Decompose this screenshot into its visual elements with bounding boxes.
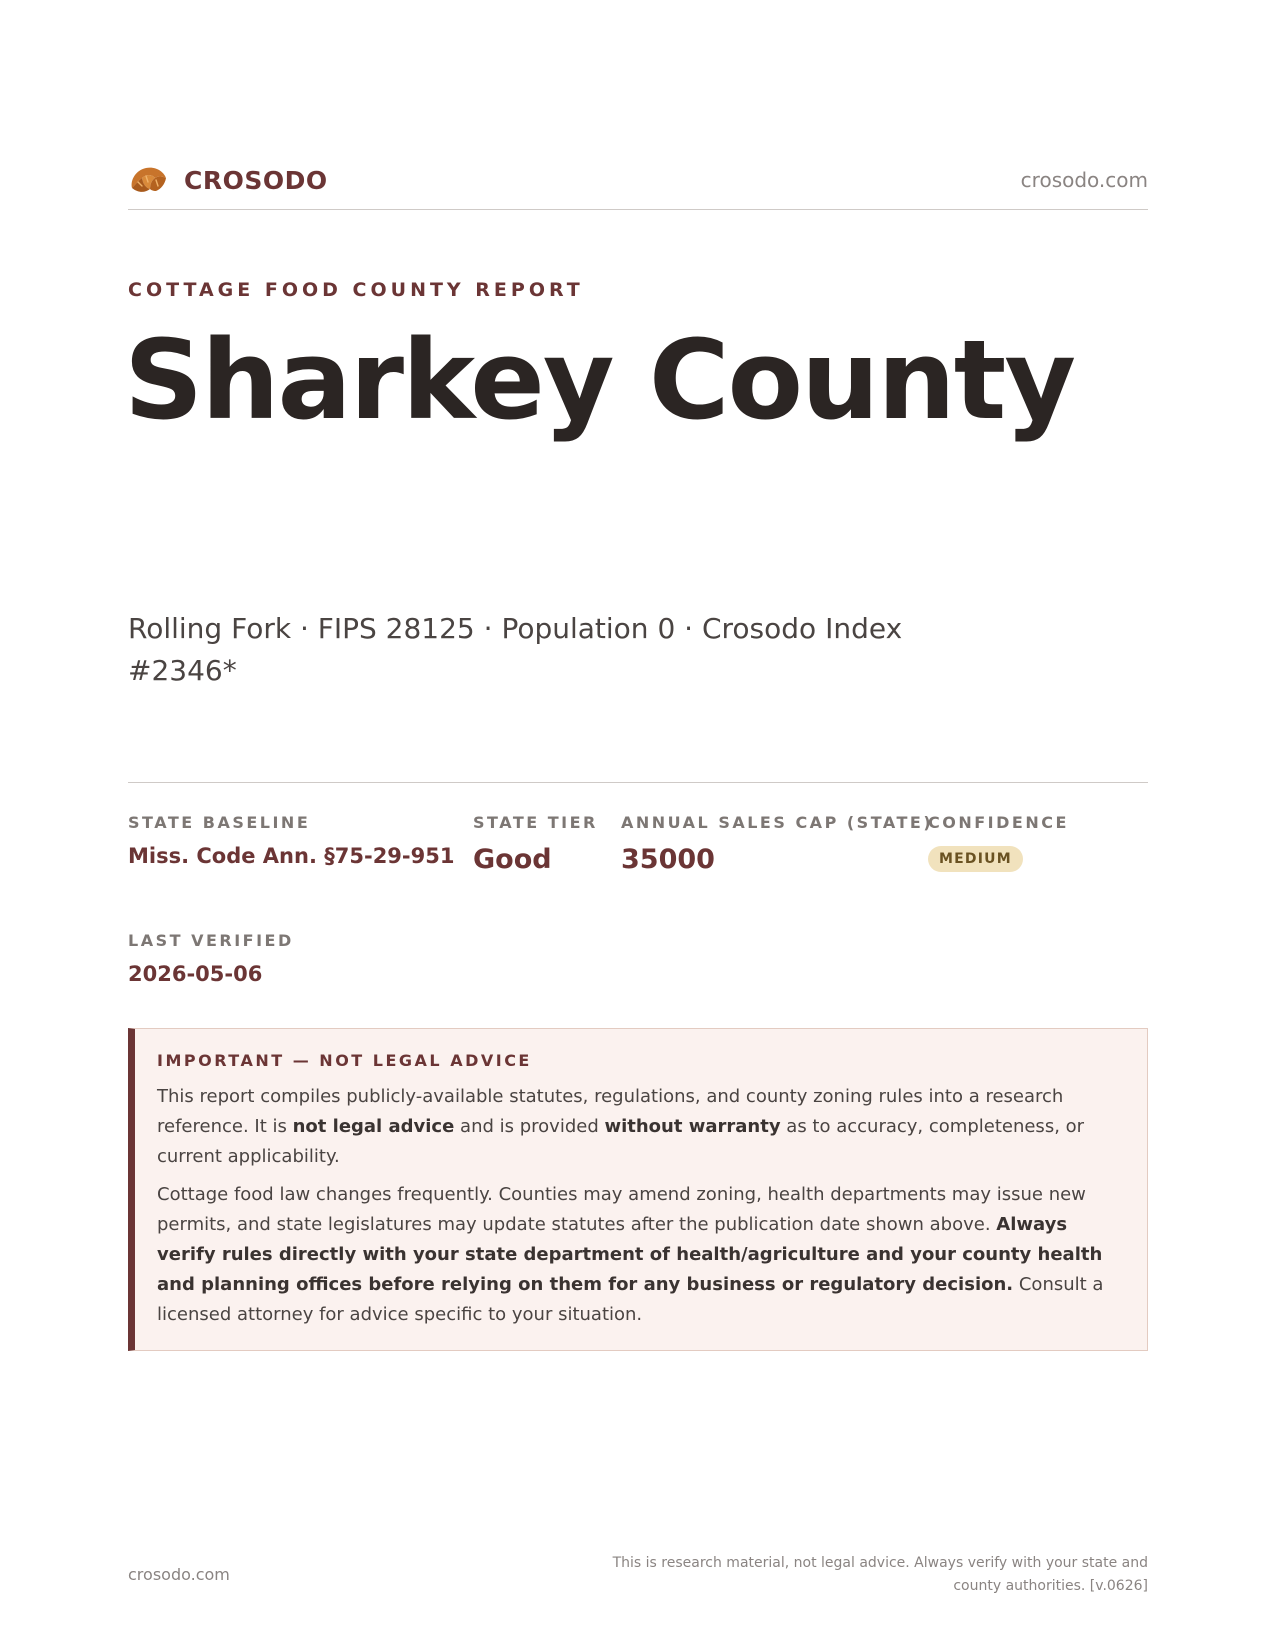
stat-state-baseline — [128, 813, 454, 868]
stat-confidence — [928, 813, 1069, 872]
report-page — [124, 0, 1148, 1650]
stat-value: Good — [473, 844, 552, 875]
notice-text: as to accuracy, completeness, or current applicability. — [157, 1116, 1085, 1167]
county-subline: Rolling Fork · FIPS 28125 · Population 0 · Crosodo Index #2346* — [128, 612, 903, 687]
footer-site[interactable]: crosodo.com — [128, 1565, 230, 1584]
stat-value: 35000 — [621, 844, 715, 875]
stat-label: ANNUAL SALES CAP (STATE) — [621, 813, 934, 832]
brand-name: CROSODO — [184, 165, 328, 195]
report-eyebrow: COTTAGE FOOD COUNTY REPORT — [128, 279, 584, 301]
notice-emphasis: Always verify rules directly with your state department of health/agriculture and your county health and planning offices before relying on them for any business or regulatory decision. — [157, 1214, 1103, 1295]
notice-paragraph — [157, 1082, 1125, 1172]
stat-value: Miss. Code Ann. §75-29-951 — [128, 844, 455, 868]
notice-text: This report compiles publicly-available statutes, regulations, and county zoning rules into a research reference. It is — [157, 1086, 1064, 1137]
stat-sales-cap — [621, 813, 933, 875]
stat-last-verified — [128, 931, 294, 986]
stat-state-tier — [473, 813, 598, 875]
stat-label: CONFIDENCE — [928, 813, 1069, 832]
footer-disclaimer: This is research material, not legal advice. Always verify with your state and county authorities. [v.0626] — [612, 1555, 1148, 1594]
brand[interactable] — [128, 162, 328, 198]
stat-label: STATE BASELINE — [128, 813, 311, 832]
notice-emphasis: not legal advice — [292, 1116, 455, 1137]
notice-text: and is provided — [454, 1116, 605, 1137]
notice-emphasis: without warranty — [604, 1116, 781, 1137]
notice-text: Cottage food law changes frequently. Counties may amend zoning, health departments may issue new permits, and state legislatures may update statutes after the publication date shown above. — [157, 1184, 1086, 1235]
status-badge: MEDIUM — [928, 846, 1023, 872]
notice-text: Consult a licensed attorney for advice specific to your situation. — [157, 1274, 1104, 1325]
stat-value: 2026-05-06 — [128, 962, 263, 986]
site-link[interactable]: crosodo.com — [1020, 168, 1148, 192]
legal-notice — [128, 1028, 1148, 1351]
page-header — [128, 158, 1148, 210]
stat-label: STATE TIER — [473, 813, 598, 832]
notice-paragraph — [157, 1180, 1125, 1330]
notice-title: IMPORTANT — NOT LEGAL ADVICE — [157, 1051, 532, 1070]
stat-label: LAST VERIFIED — [128, 931, 294, 950]
croissant-icon — [128, 162, 168, 198]
section-divider — [128, 782, 1148, 783]
page-title: Sharkey County — [124, 316, 1075, 444]
